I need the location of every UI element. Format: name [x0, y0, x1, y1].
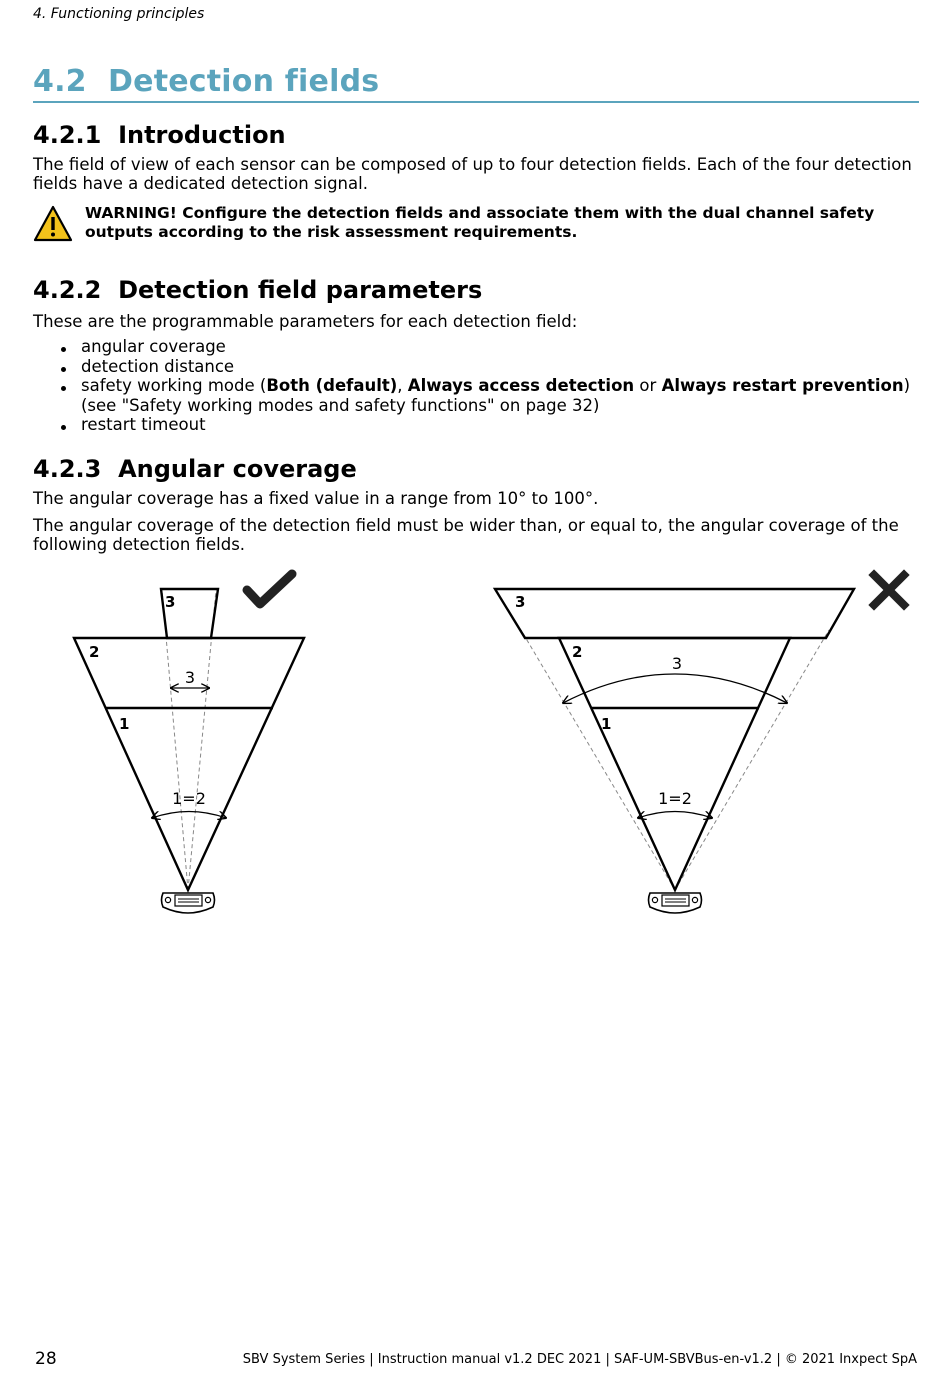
- arc-3: [563, 674, 787, 703]
- warning-box: [33, 204, 923, 248]
- footer-text: SBV System Series | Instruction manual v1.2 DEC 2021 | SAF-UM-SBVBus-en-v1.2 | © 2021 Inxpect SpA: [242, 1352, 917, 1367]
- mode-both: Both (default): [266, 376, 398, 395]
- arc-label-1-2: 1=2: [658, 789, 692, 808]
- angular-title: Angular coverage: [118, 455, 357, 483]
- field-3-shape: [495, 589, 854, 638]
- params-title: Detection field parameters: [118, 276, 483, 304]
- field-label-2: 2: [89, 643, 100, 661]
- intro-title: Introduction: [118, 121, 286, 149]
- params-number: 4.2.2: [33, 276, 102, 304]
- list-item: detection distance: [58, 357, 918, 377]
- angular-p2: The angular coverage of the detection field must be wider than, or equal to, the angular coverage of the following detection fields.: [33, 516, 899, 554]
- section-heading: [33, 64, 919, 103]
- angular-heading: [33, 455, 357, 483]
- warning-text: WARNING! Configure the detection fields and associate them with the dual channel safety outputs according to the risk assessment requirements.: [85, 204, 875, 241]
- intro-heading: [33, 121, 286, 149]
- arc-label-3: 3: [184, 668, 196, 687]
- warning-triangle-icon: [33, 205, 73, 243]
- params-heading: [33, 276, 482, 304]
- field-label-1: 1: [601, 715, 612, 733]
- list-item: safety working mode (Both (default), Always access detection or Always restart prevention) (see "Safety working modes and safety functions" on page 32): [58, 376, 918, 415]
- incorrect-example: [495, 575, 904, 913]
- cross-icon: [874, 575, 904, 605]
- angular-number: 4.2.3: [33, 455, 102, 483]
- intro-text: The field of view of each sensor can be composed of up to four detection fields. Each of the four detection fields have a dedicated detection signal.: [33, 155, 912, 193]
- section-title: Detection fields: [108, 64, 380, 99]
- arc-label-3: 3: [671, 654, 683, 673]
- sensor-icon: [162, 893, 215, 913]
- page-number: 28: [35, 1349, 57, 1369]
- params-list: [58, 337, 918, 435]
- sensor-icon: [649, 893, 702, 913]
- angular-coverage-figure: [0, 555, 950, 935]
- field-label-3: 3: [165, 593, 176, 611]
- list-item: angular coverage: [58, 337, 918, 357]
- field-2-shape: [559, 638, 790, 890]
- mode-always-access: Always access detection: [407, 376, 635, 395]
- field-label-3: 3: [515, 593, 526, 611]
- list-item: restart timeout: [58, 415, 918, 435]
- arc-1-2: [152, 812, 226, 819]
- intro-number: 4.2.1: [33, 121, 102, 149]
- field-label-1: 1: [119, 715, 130, 733]
- section-number: 4.2: [33, 64, 87, 99]
- field-label-2: 2: [572, 643, 583, 661]
- mode-always-restart: Always restart prevention: [661, 376, 904, 395]
- running-header: 4. Functioning principles: [33, 6, 205, 22]
- arc-1-2: [638, 812, 712, 819]
- angular-p1: The angular coverage has a fixed value in a range from 10° to 100°.: [33, 489, 599, 508]
- params-lead: These are the programmable parameters for each detection field:: [33, 312, 578, 331]
- checkmark-icon: [247, 574, 292, 604]
- correct-example: [74, 574, 304, 913]
- arc-label-1-2: 1=2: [172, 789, 206, 808]
